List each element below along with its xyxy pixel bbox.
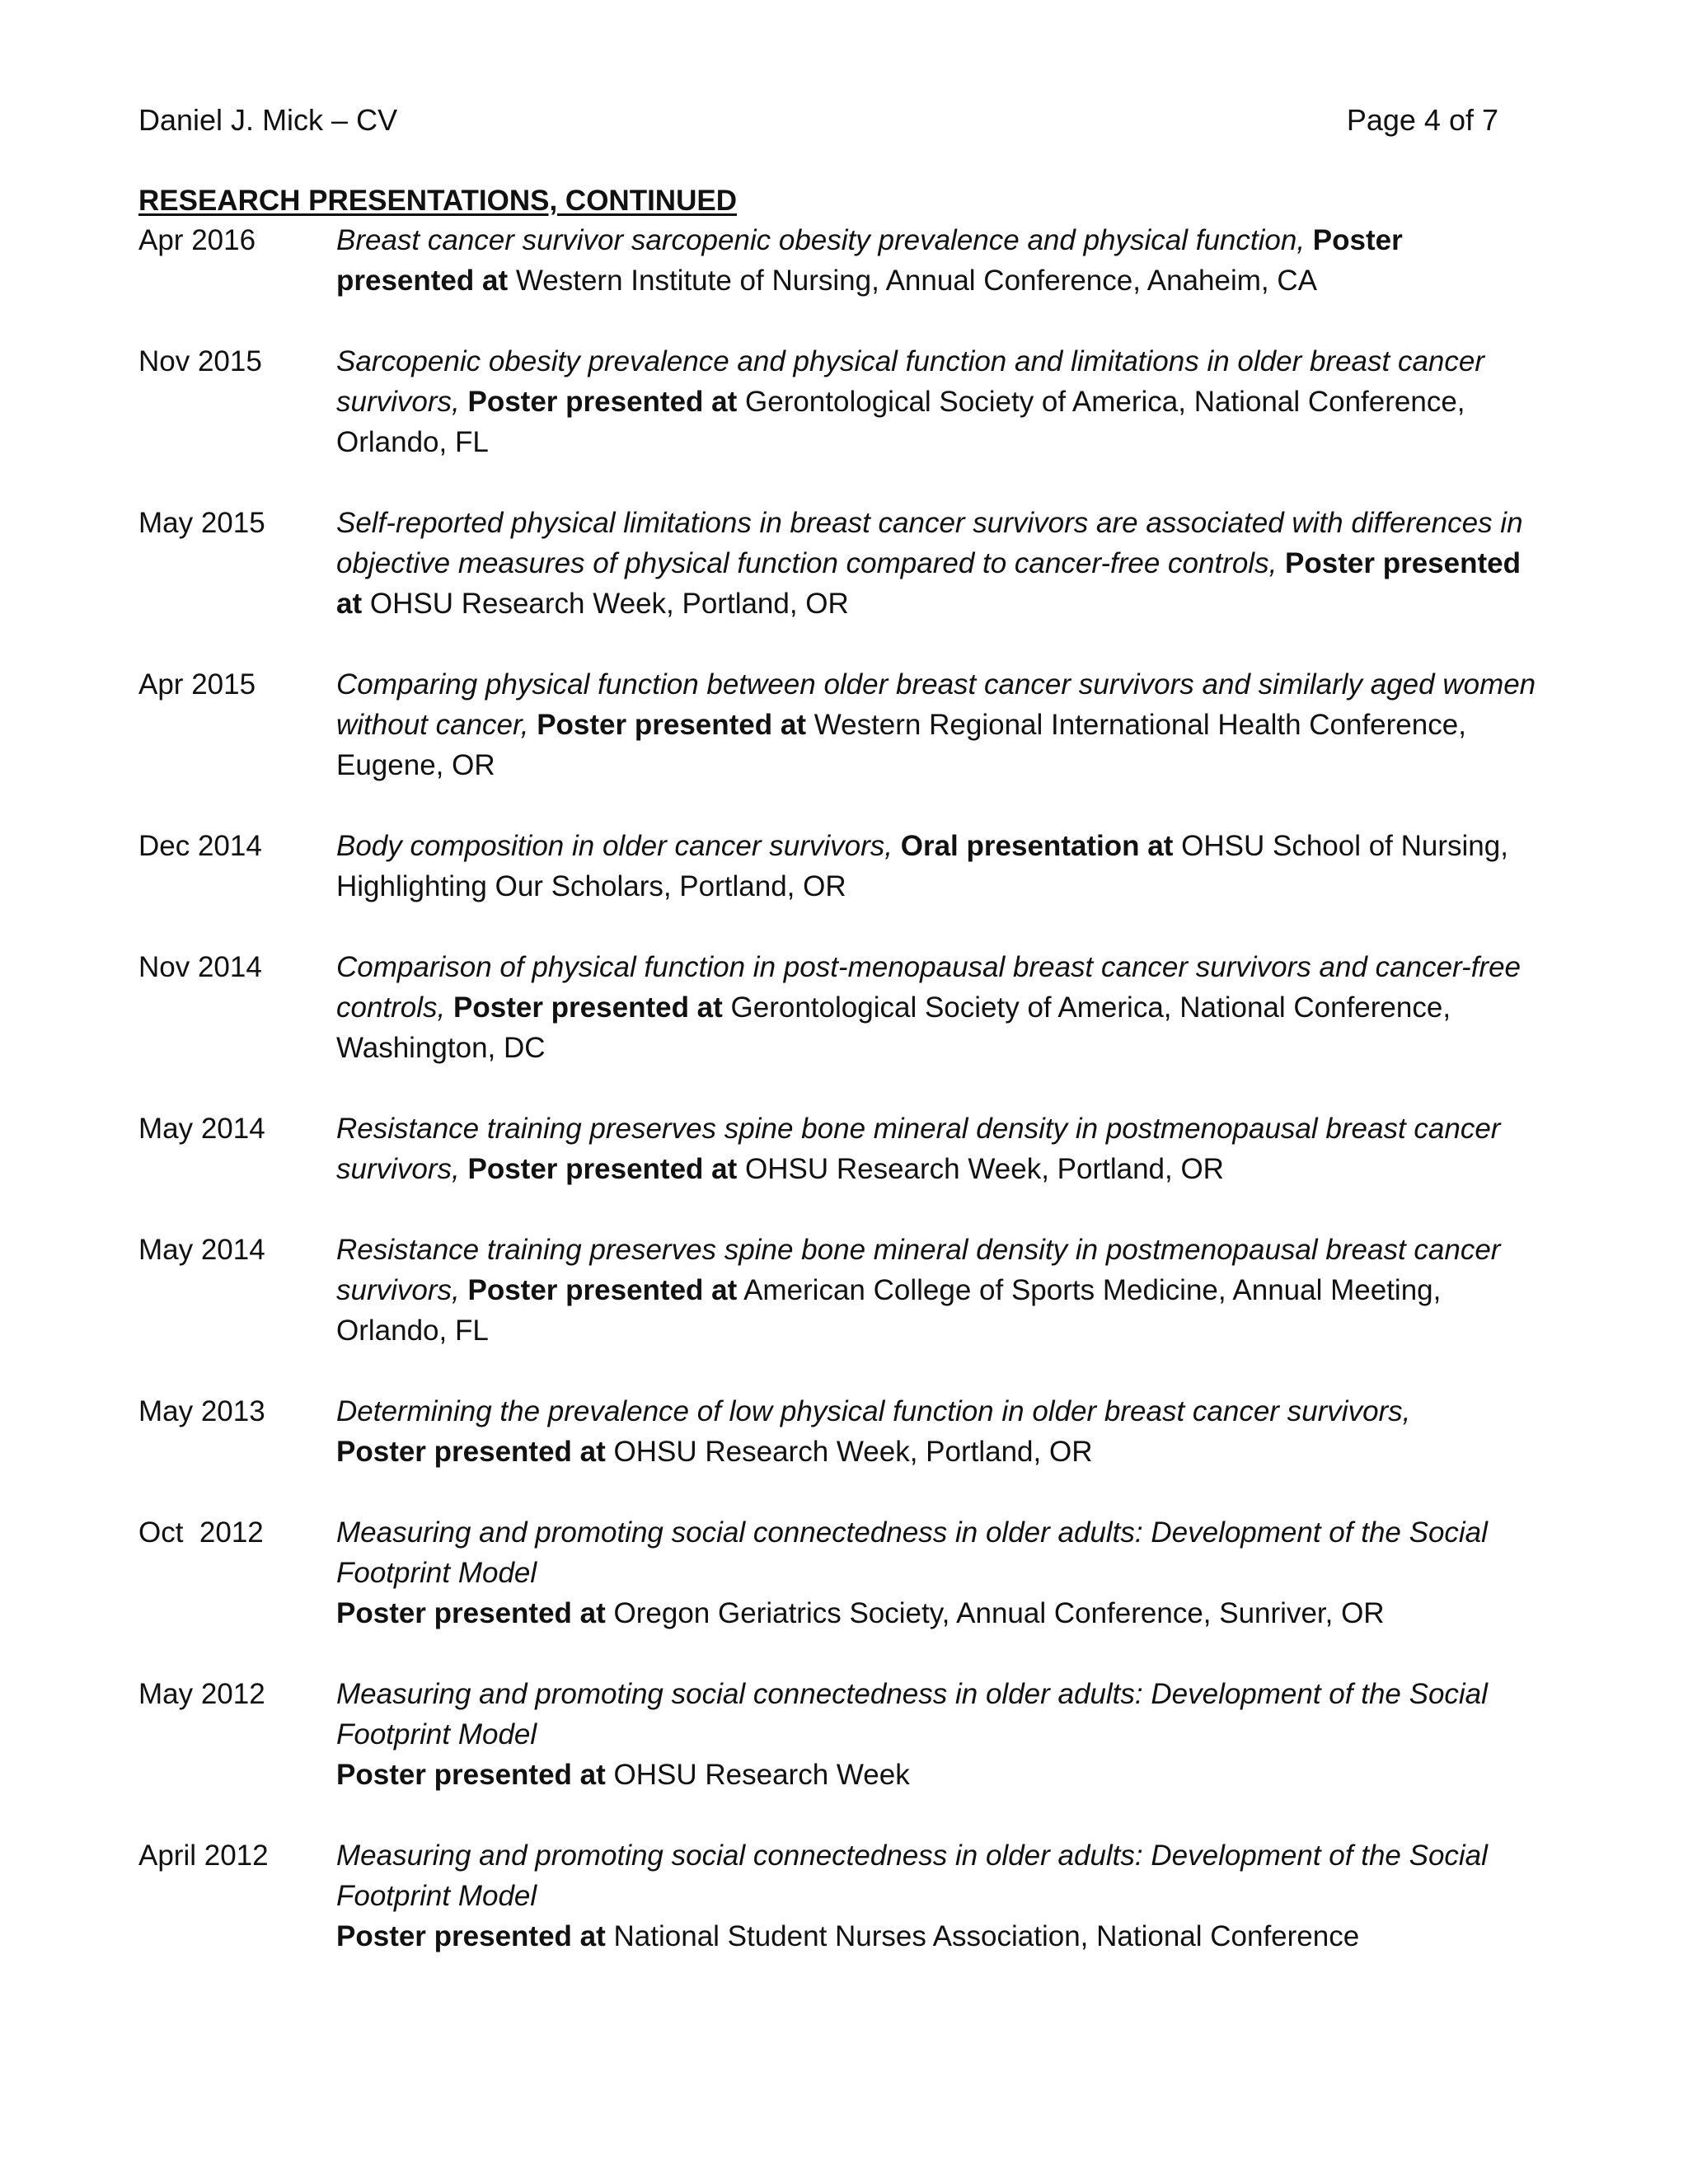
entry-type: Poster presented at xyxy=(336,1759,606,1791)
entry-body xyxy=(336,1108,1540,1189)
presentation-entry xyxy=(138,1512,1540,1633)
entry-date: Apr 2016 xyxy=(138,224,256,256)
entry-body xyxy=(336,1674,1540,1795)
entry-type: Poster presented at xyxy=(537,709,806,741)
entry-title: Resistance training preserves spine bone mineral density in postmenopausal breast cancer survivors, xyxy=(336,1113,1501,1185)
entry-title: Comparing physical function between older breast cancer survivors and similarly aged women without cancer, xyxy=(336,668,1536,741)
presentation-entry xyxy=(138,947,1540,1068)
entry-date: April 2012 xyxy=(138,1840,269,1872)
entry-venue: Gerontological Society of America, National Conference, Washington, DC xyxy=(336,991,1451,1064)
entry-body xyxy=(336,1512,1540,1633)
entry-venue: OHSU Research Week, Portland, OR xyxy=(613,1436,1093,1468)
entry-venue: Oregon Geriatrics Society, Annual Conference, Sunriver, OR xyxy=(613,1597,1385,1629)
entry-title: Sarcopenic obesity prevalence and physical function and limitations in older breast cancer survivors, xyxy=(336,345,1485,418)
entry-body xyxy=(336,947,1540,1068)
presentation-entry xyxy=(138,341,1540,462)
page-header xyxy=(138,101,1498,140)
entry-type: Poster presented at xyxy=(453,991,723,1024)
entry-venue: OHSU Research Week, Portland, OR xyxy=(745,1153,1224,1185)
entry-title: Measuring and promoting social connectedness in older adults: Development of the Social Footprint Model xyxy=(336,1678,1488,1750)
entry-type: Poster presented at xyxy=(336,224,1403,297)
entry-title: Measuring and promoting social connectedness in older adults: Development of the Social Footprint Model xyxy=(336,1516,1488,1589)
entry-date: May 2015 xyxy=(138,507,265,539)
entry-body xyxy=(336,220,1540,301)
header-page-number: Page 4 of 7 xyxy=(1346,103,1498,137)
entry-date: Oct 2012 xyxy=(138,1516,264,1549)
entry-date: May 2014 xyxy=(138,1113,265,1145)
entry-title: Breast cancer survivor sarcopenic obesity prevalence and physical function, xyxy=(336,224,1306,256)
entry-type: Poster presented at xyxy=(336,1597,606,1629)
entry-venue: Western Institute of Nursing, Annual Conference, Anaheim, CA xyxy=(515,265,1317,297)
presentation-entry xyxy=(138,1230,1540,1351)
section-heading: RESEARCH PRESENTATIONS, CONTINUED xyxy=(138,185,737,217)
entry-type: Poster presented at xyxy=(467,386,738,418)
entry-title: Comparison of physical function in post-menopausal breast cancer survivors and cancer-free controls, xyxy=(336,951,1522,1024)
entry-venue: OHSU School of Nursing, Highlighting Our Scholars, Portland, OR xyxy=(336,830,1508,902)
entry-type: Poster presented at xyxy=(336,547,1521,620)
entry-type: Oral presentation at xyxy=(900,830,1174,862)
entry-title: Self-reported physical limitations in breast cancer survivors are associated with differences in objective measures of physical function compared to cancer-free controls, xyxy=(336,507,1523,579)
entry-body xyxy=(336,341,1540,462)
entry-type: Poster presented at xyxy=(336,1436,606,1468)
entry-body xyxy=(336,1835,1540,1957)
presentation-entry xyxy=(138,826,1540,907)
presentation-entry xyxy=(138,1674,1540,1795)
entry-title: Measuring and promoting social connectedness in older adults: Development of the Social Footprint Model xyxy=(336,1840,1488,1912)
entry-date: May 2014 xyxy=(138,1234,265,1266)
presentation-entry xyxy=(138,1835,1540,1957)
entry-date: Dec 2014 xyxy=(138,830,262,862)
presentation-entry xyxy=(138,1108,1540,1189)
entry-date: May 2013 xyxy=(138,1395,265,1427)
entry-venue: National Student Nurses Association, National Conference xyxy=(613,1920,1360,1952)
entry-body xyxy=(336,664,1540,785)
entry-date: May 2012 xyxy=(138,1678,265,1710)
presentation-entry xyxy=(138,664,1540,785)
entry-title: Body composition in older cancer survivors, xyxy=(336,830,893,862)
entry-venue: Western Regional International Health Conference, Eugene, OR xyxy=(336,709,1466,781)
entry-venue: Gerontological Society of America, National Conference, Orlando, FL xyxy=(336,386,1465,458)
entry-title: Resistance training preserves spine bone mineral density in postmenopausal breast cancer survivors, xyxy=(336,1234,1501,1306)
entry-venue: American College of Sports Medicine, Annual Meeting, Orlando, FL xyxy=(336,1274,1442,1347)
entry-body xyxy=(336,1230,1540,1351)
entry-body xyxy=(336,826,1540,907)
entry-type: Poster presented at xyxy=(467,1153,738,1185)
entry-date: Nov 2014 xyxy=(138,951,262,983)
entry-body xyxy=(336,503,1540,624)
entry-type: Poster presented at xyxy=(336,1920,606,1952)
entry-type: Poster presented at xyxy=(467,1274,738,1306)
presentation-entry xyxy=(138,220,1540,301)
entry-venue: OHSU Research Week xyxy=(613,1759,910,1791)
entry-venue: OHSU Research Week, Portland, OR xyxy=(369,588,849,620)
presentation-entry xyxy=(138,1391,1540,1472)
presentation-entry xyxy=(138,503,1540,624)
header-author: Daniel J. Mick – CV xyxy=(138,103,398,137)
presentation-list xyxy=(138,220,1540,1997)
entry-title: Determining the prevalence of low physical function in older breast cancer survivors, xyxy=(336,1395,1411,1427)
entry-date: Nov 2015 xyxy=(138,345,262,377)
entry-body xyxy=(336,1391,1540,1472)
entry-date: Apr 2015 xyxy=(138,668,256,701)
